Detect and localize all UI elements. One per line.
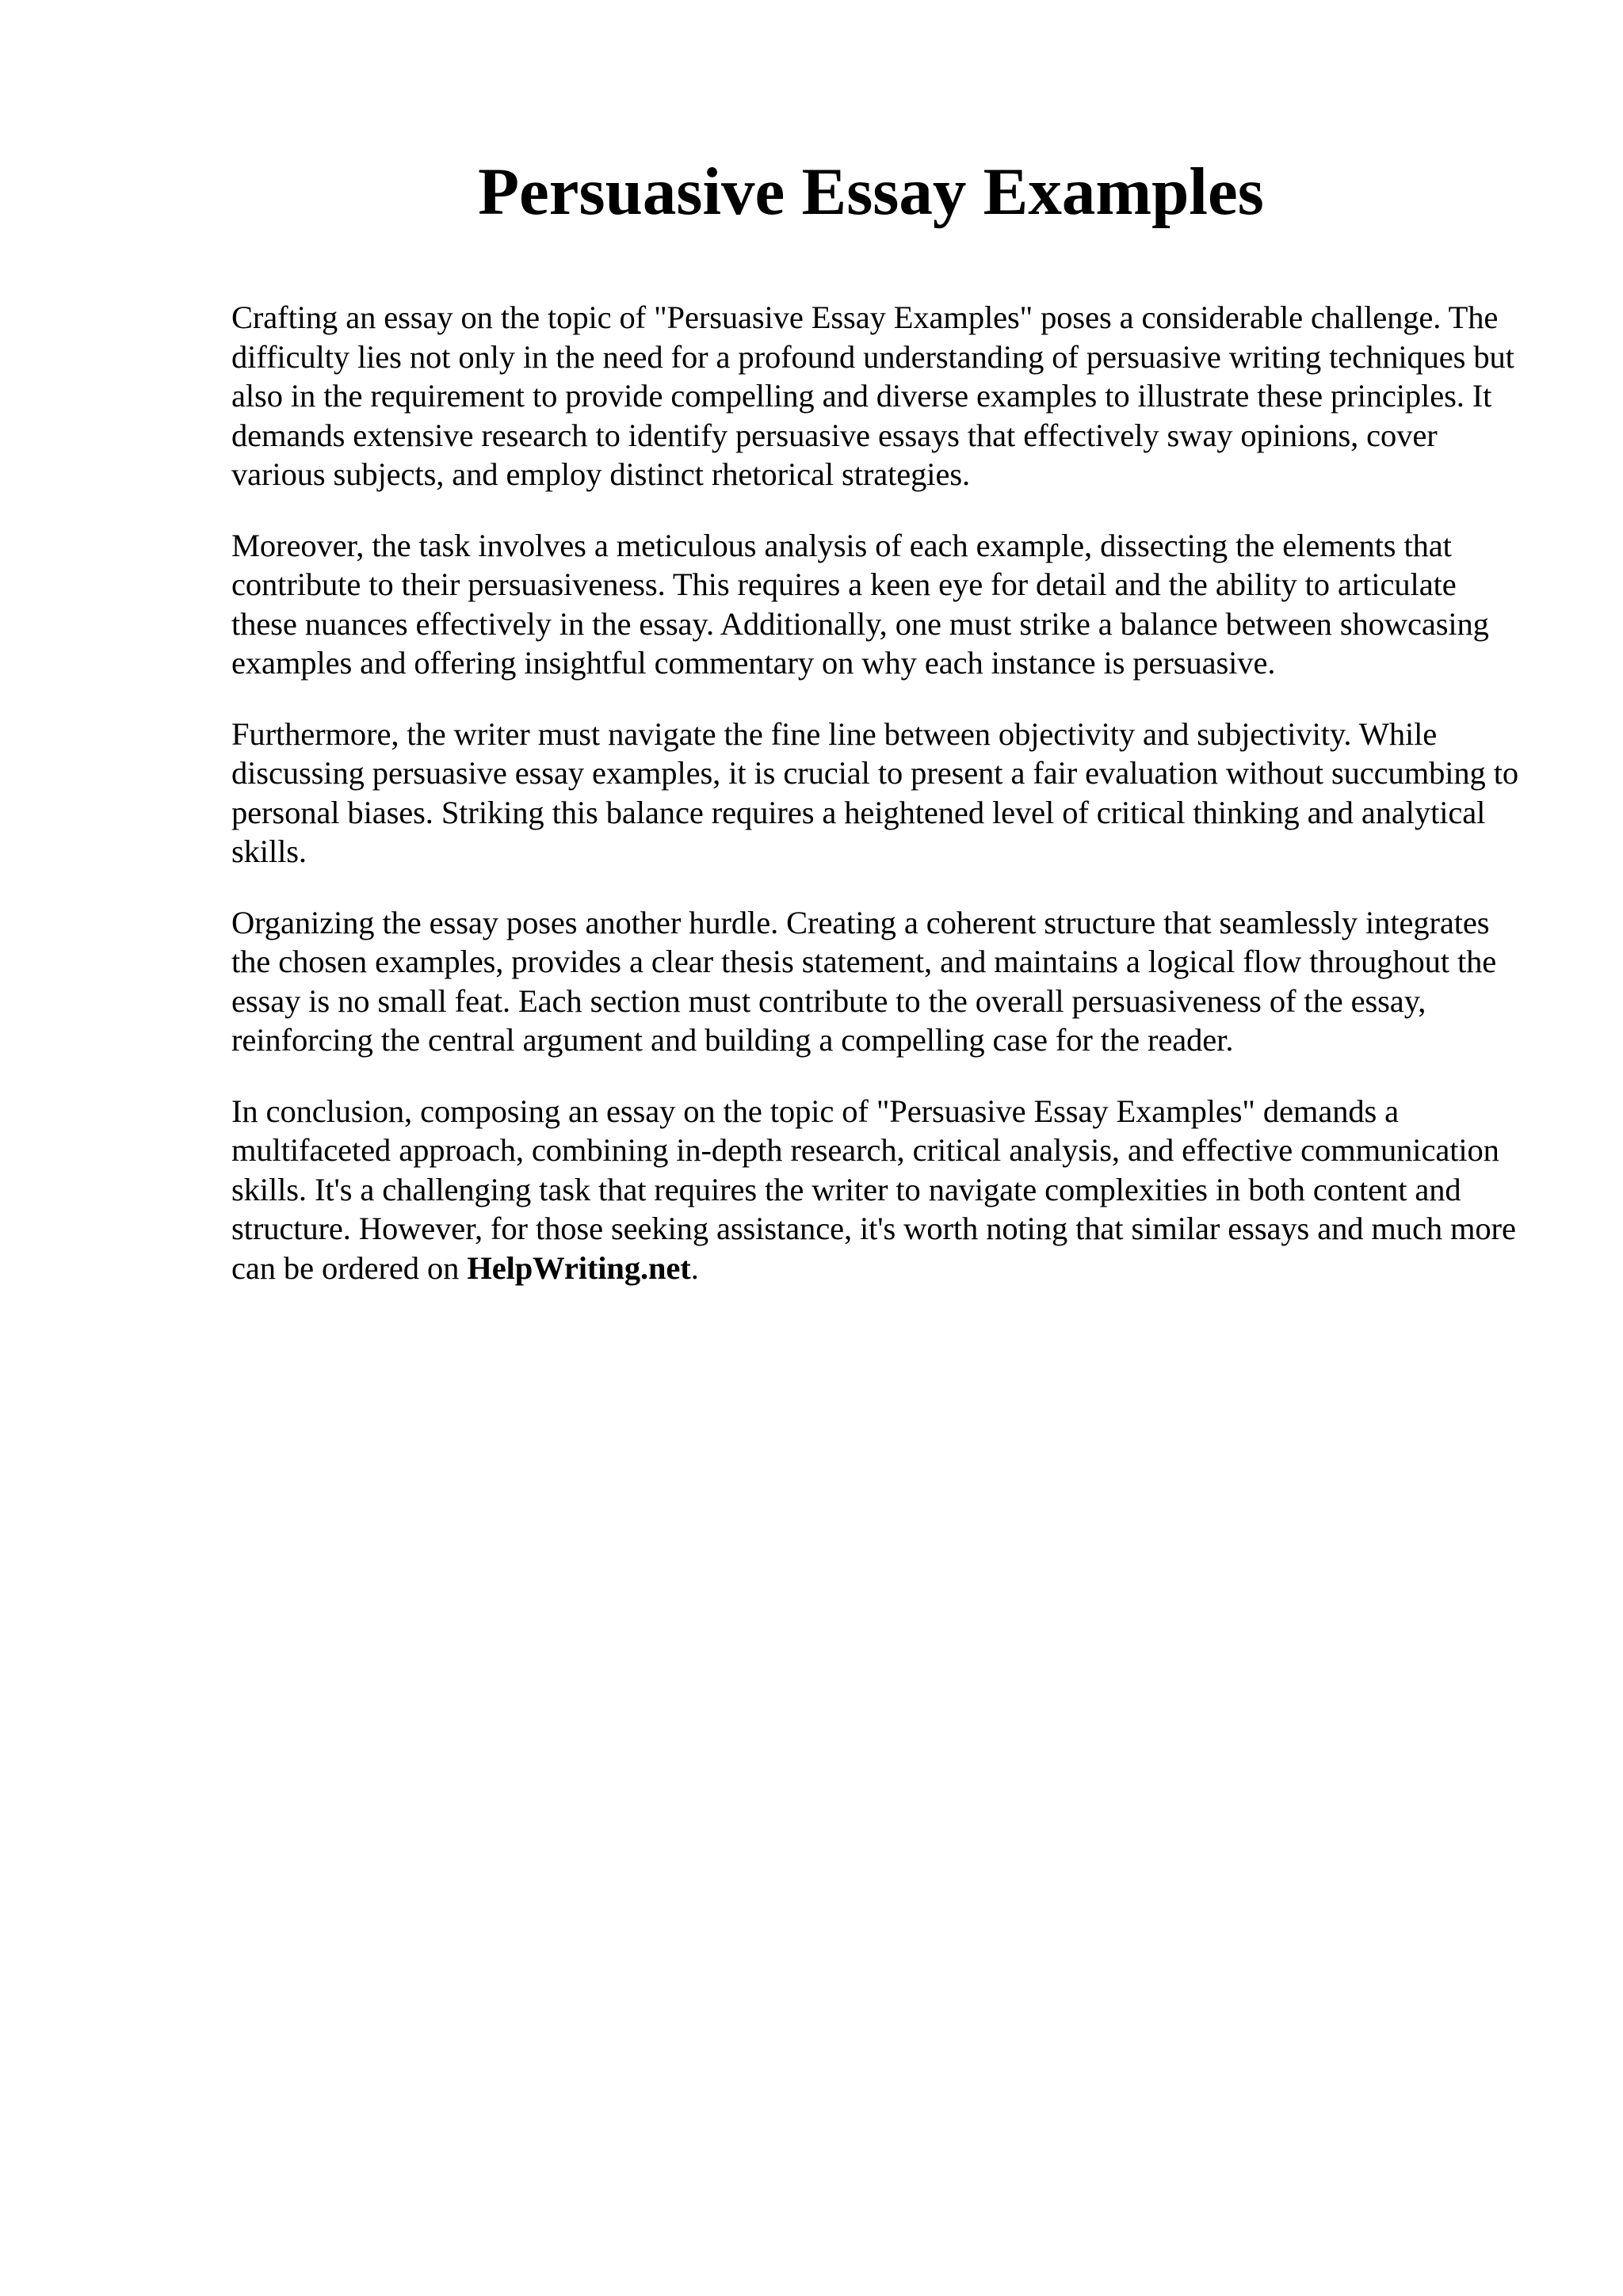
conclusion-period: . xyxy=(690,1249,699,1286)
helpwriting-link[interactable]: HelpWriting.net xyxy=(467,1249,691,1286)
paragraph-4: Organizing the essay poses another hurdle. Creating a coherent structure that seamlessly integrates the chosen examples, provides a clear thesis statement, and maintains a logical flow throughout the essay is no small feat. Each section must contribute to the overall persuasiveness of the essay, reinforcing the central argument and building a compelling case for the reader. xyxy=(231,904,1497,1058)
conclusion-text: In conclusion, composing an essay on the topic of "Persuasive Essay Examples" demands a multifaceted approach, combining in-depth research, critical analysis, and effective communication skills. It's a challenging task that requires the writer to navigate complexities in both content and structure. However, for those seeking assistance, it's worth noting that similar essays and much more can be ordered on xyxy=(231,1093,1516,1286)
page-title: Persuasive Essay Examples xyxy=(478,154,1264,229)
paragraph-3: Furthermore, the writer must navigate the fine line between objectivity and subjectivity. While discussing persuasive essay examples, it is crucial to present a fair evaluation without succumbing to personal biases. Striking this balance requires a heightened level of critical thinking and analytical skills. xyxy=(231,715,1519,869)
paragraph-1: Crafting an essay on the topic of "Persuasive Essay Examples" poses a considerable challenge. The difficulty lies not only in the need for a profound understanding of persuasive writing techniques but also in the requirement to provide compelling and diverse examples to illustrate these principles. It demands extensive research to identify persuasive essays that effectively sway opinions, cover various subjects, and employ distinct rhetorical strategies. xyxy=(231,299,1514,492)
paragraph-conclusion xyxy=(231,1092,1523,1288)
essay-body xyxy=(231,298,1523,1319)
paragraph-2: Moreover, the task involves a meticulous analysis of each example, dissecting the elements that contribute to their persuasiveness. This requires a keen eye for detail and the ability to articulate these nuances effectively in the essay. Additionally, one must strike a balance between showcasing examples and offering insightful commentary on why each instance is persuasive. xyxy=(231,527,1489,681)
